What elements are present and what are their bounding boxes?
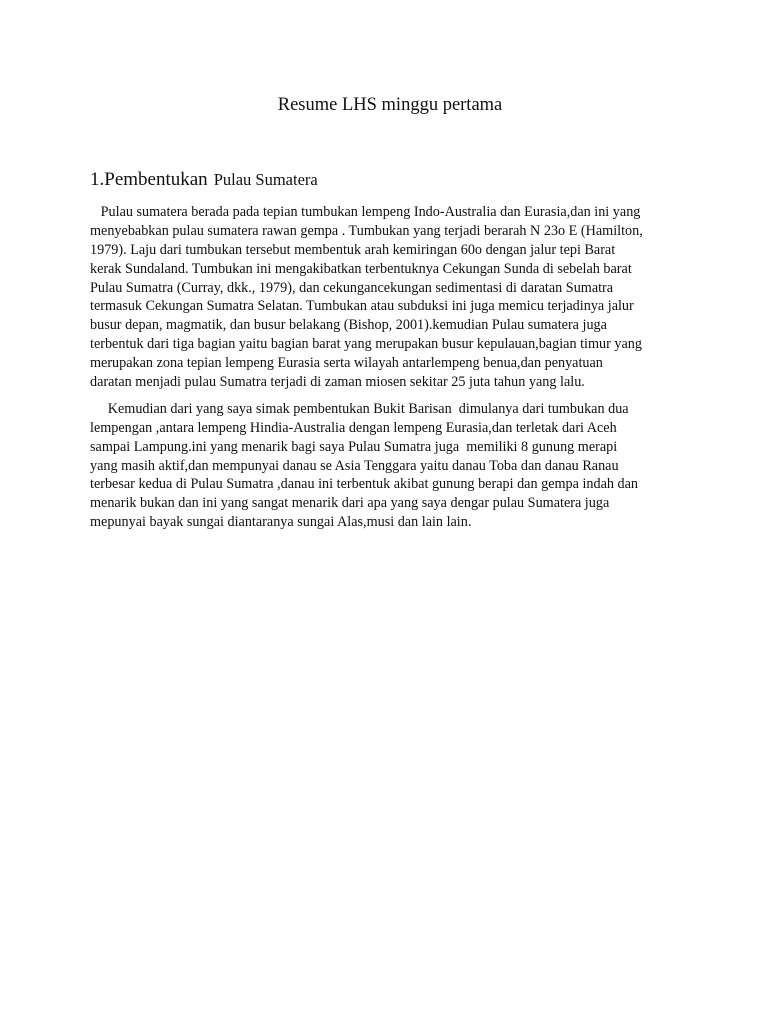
text-line: busur depan, magmatik, dan busur belakang (Bishop, 2001).kemudian Pulau sumatera juga <box>90 317 607 334</box>
section-heading <box>90 166 318 192</box>
paragraph-1 <box>90 203 690 392</box>
text-line: yang masih aktif,dan mempunyai danau se Asia Tenggara yaitu danau Toba dan danau Ranau <box>90 457 619 474</box>
text-line: terbentuk dari tiga bagian yaitu bagian barat yang merupakan busur kepulauan,bagian timur yang <box>90 336 642 353</box>
text-line: 1979). Laju dari tumbukan tersebut membentuk arah kemiringan 60o dengan jalur tepi Barat <box>90 241 616 258</box>
text-line: kerak Sundaland. Tumbukan ini mengakibatkan terbentuknya Cekungan Sunda di sebelah barat <box>90 260 632 277</box>
paragraph-2 <box>90 400 690 532</box>
text-line: termasuk Cekungan Sumatra Selatan. Tumbukan atau subduksi ini juga memicu terjadinya jalur <box>90 298 634 315</box>
text-line: Pulau sumatera berada pada tepian tumbukan lempeng Indo-Australia dan Eurasia,dan ini yang <box>90 204 641 220</box>
text-line: daratan menjadi pulau Sumatra terjadi di zaman miosen sekitar 25 juta tahun yang lalu. <box>90 374 585 391</box>
text-line: lempengan ,antara lempeng Hindia-Australia dengan lempeng Eurasia,dan terletak dari Aceh <box>90 419 617 436</box>
text-line: terbesar kedua di Pulau Sumatra ,danau ini terbentuk akibat gunung berapi dan gempa indah dan <box>90 476 639 493</box>
text-line: merupakan zona tepian lempeng Eurasia serta wilayah antarlempeng benua,dan penyatuan <box>90 355 603 372</box>
text-line: menyebabkan pulau sumatera rawan gempa . Tumbukan yang terjadi berarah N 23o E (Hamilton, <box>90 222 643 239</box>
section-heading-number: 1.Pembentukan <box>90 169 208 190</box>
section-heading-text: Pulau Sumatera <box>213 170 318 189</box>
text-line: mepunyai bayak sungai diantaranya sungai Alas,musi dan lain lain. <box>90 514 472 531</box>
text-line: menarik bukan dan ini yang sangat menarik dari apa yang saya dengar pulau Sumatera juga <box>90 495 610 512</box>
text-line: Pulau Sumatra (Curray, dkk., 1979), dan cekungancekungan sedimentasi di daratan Sumatra <box>90 279 614 296</box>
text-line: Kemudian dari yang saya simak pembentukan Bukit Barisan dimulanya dari tumbukan dua <box>90 400 629 417</box>
body-text <box>90 203 690 540</box>
document-title: Resume LHS minggu pertama <box>277 95 503 115</box>
text-line: sampai Lampung.ini yang menarik bagi saya Pulau Sumatra juga memiliki 8 gunung merapi <box>90 438 618 455</box>
